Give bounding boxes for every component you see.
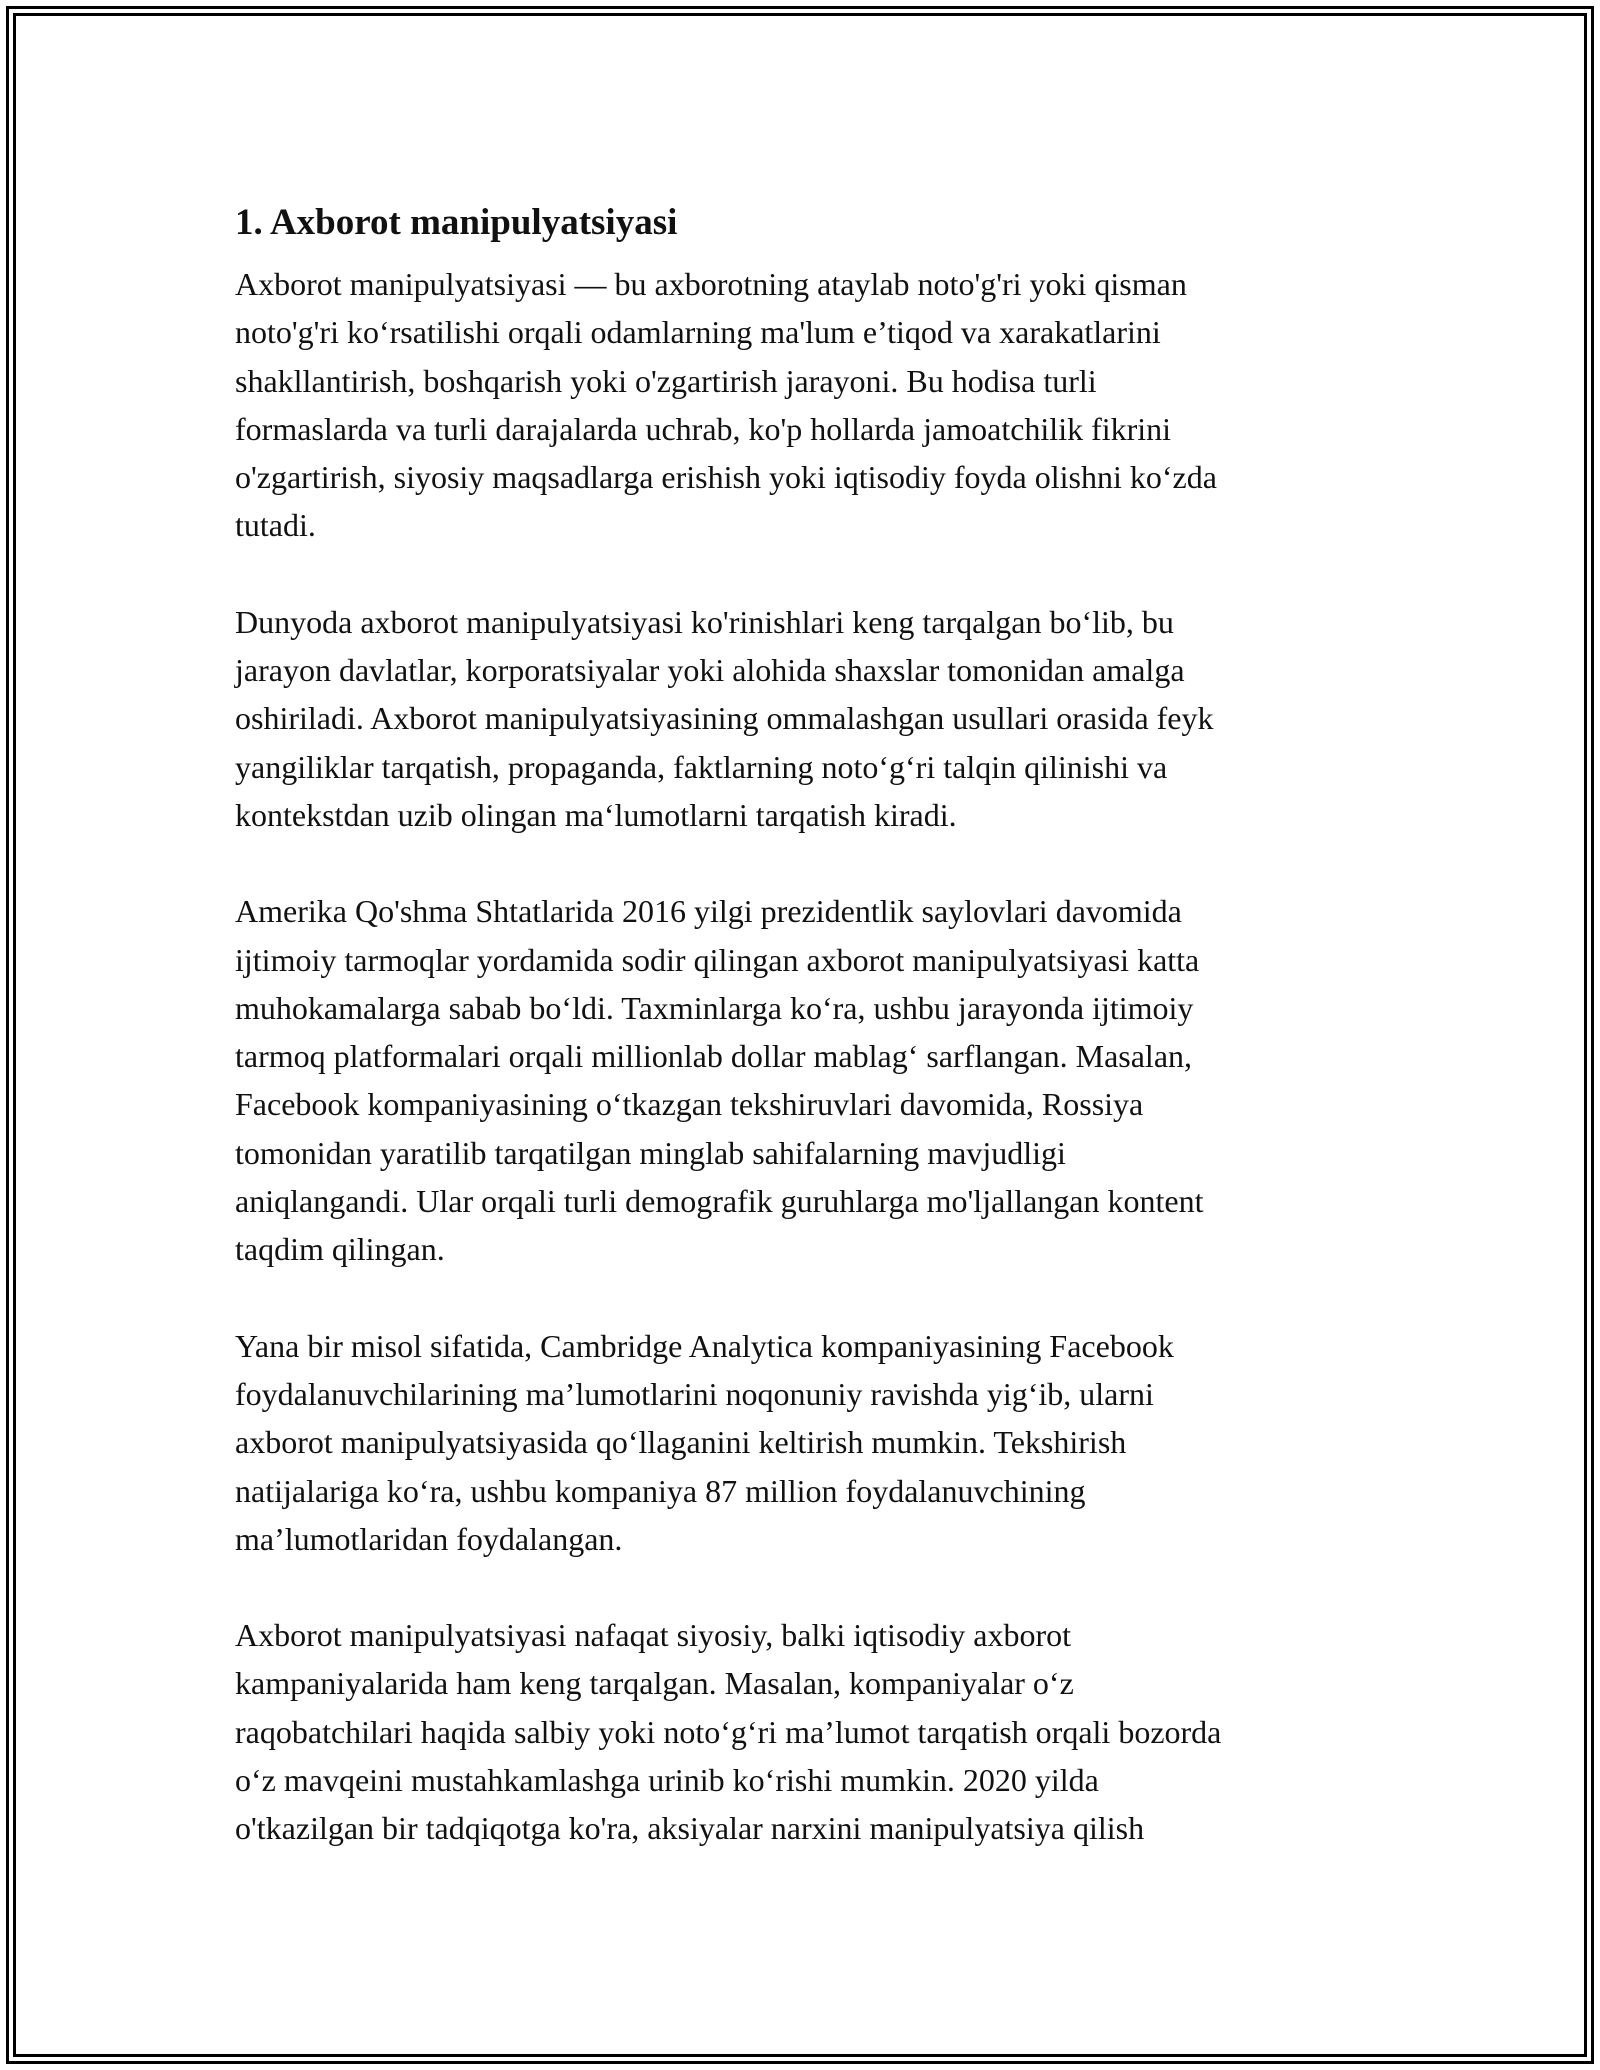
paragraph-us-elections: Amerika Qo'shma Shtatlarida 2016 yilgi prezidentlik saylovlari davomida ijtimoiy tarmoqlar yordamida sodir qilingan axborot manipulyatsiyasi katta muhokamalarga sabab boʻldi. Taxminlarga koʻra, ushbu jarayonda ijtimoiy tarmoq platformalari orqali millionlab dollar mablagʻ sarflangan. Masalan, Facebook kompaniyasining oʻtkazgan tekshiruvlari davomida, Rossiya tomonidan yaratilib tarqatilgan minglab sahifalarning mavjudligi aniqlangandi. Ular orqali turli demografik guruhlarga mo'ljallangan kontent taqdim qilingan. xyxy=(235,893,1204,1268)
paragraph-cambridge-analytica: Yana bir misol sifatida, Cambridge Analytica kompaniyasining Facebook foydalanuvchilarining ma’lumotlarini noqonuniy ravishda yigʻib, ularni axborot manipulyatsiyasida qoʻllaganini keltirish mumkin. Tekshirish natijalariga koʻra, ushbu kompaniya 87 million foydalanuvchining ma’lumotlaridan foydalangan. xyxy=(235,1327,1174,1557)
document-body xyxy=(235,180,1365,1901)
paragraph-definition: Axborot manipulyatsiyasi — bu axborotning ataylab noto'g'ri yoki qisman noto'g'ri koʻrsatilishi orqali odamlarning ma'lum e’tiqod va xarakatlarini shakllantirish, boshqarish yoki o'zgartirish jarayoni. Bu hodisa turli formaslarda va turli darajalarda uchrab, ko'p hollarda jamoatchilik fikrini o'zgartirish, siyosiy maqsadlarga erishish yoki iqtisodiy foyda olishni koʻzda tutadi. xyxy=(235,266,1217,544)
section-heading: 1. Axborot manipulyatsiyasi xyxy=(235,202,678,243)
paragraph-economic-campaigns: Axborot manipulyatsiyasi nafaqat siyosiy, balki iqtisodiy axborot kampaniyalarida ham keng tarqalgan. Masalan, kompaniyalar oʻz raqobatchilari haqida salbiy yoki notoʻgʻri ma’lumot tarqatish orqali bozorda oʻz mavqeini mustahkamlashga urinib koʻrishi mumkin. 2020 yilda o'tkazilgan bir tadqiqotga ko'ra, aksiyalar narxini manipulyatsiya qilish xyxy=(235,1617,1222,1847)
paragraph-global-spread: Dunyoda axborot manipulyatsiyasi ko'rinishlari keng tarqalgan boʻlib, bu jarayon davlatlar, korporatsiyalar yoki alohida shaxslar tomonidan amalga oshiriladi. Axborot manipulyatsiyasining ommalashgan usullari orasida feyk yangiliklar tarqatish, propaganda, faktlarning notoʻgʻri talqin qilinishi va kontekstdan uzib olingan maʻlumotlarni tarqatish kiradi. xyxy=(235,603,1214,833)
